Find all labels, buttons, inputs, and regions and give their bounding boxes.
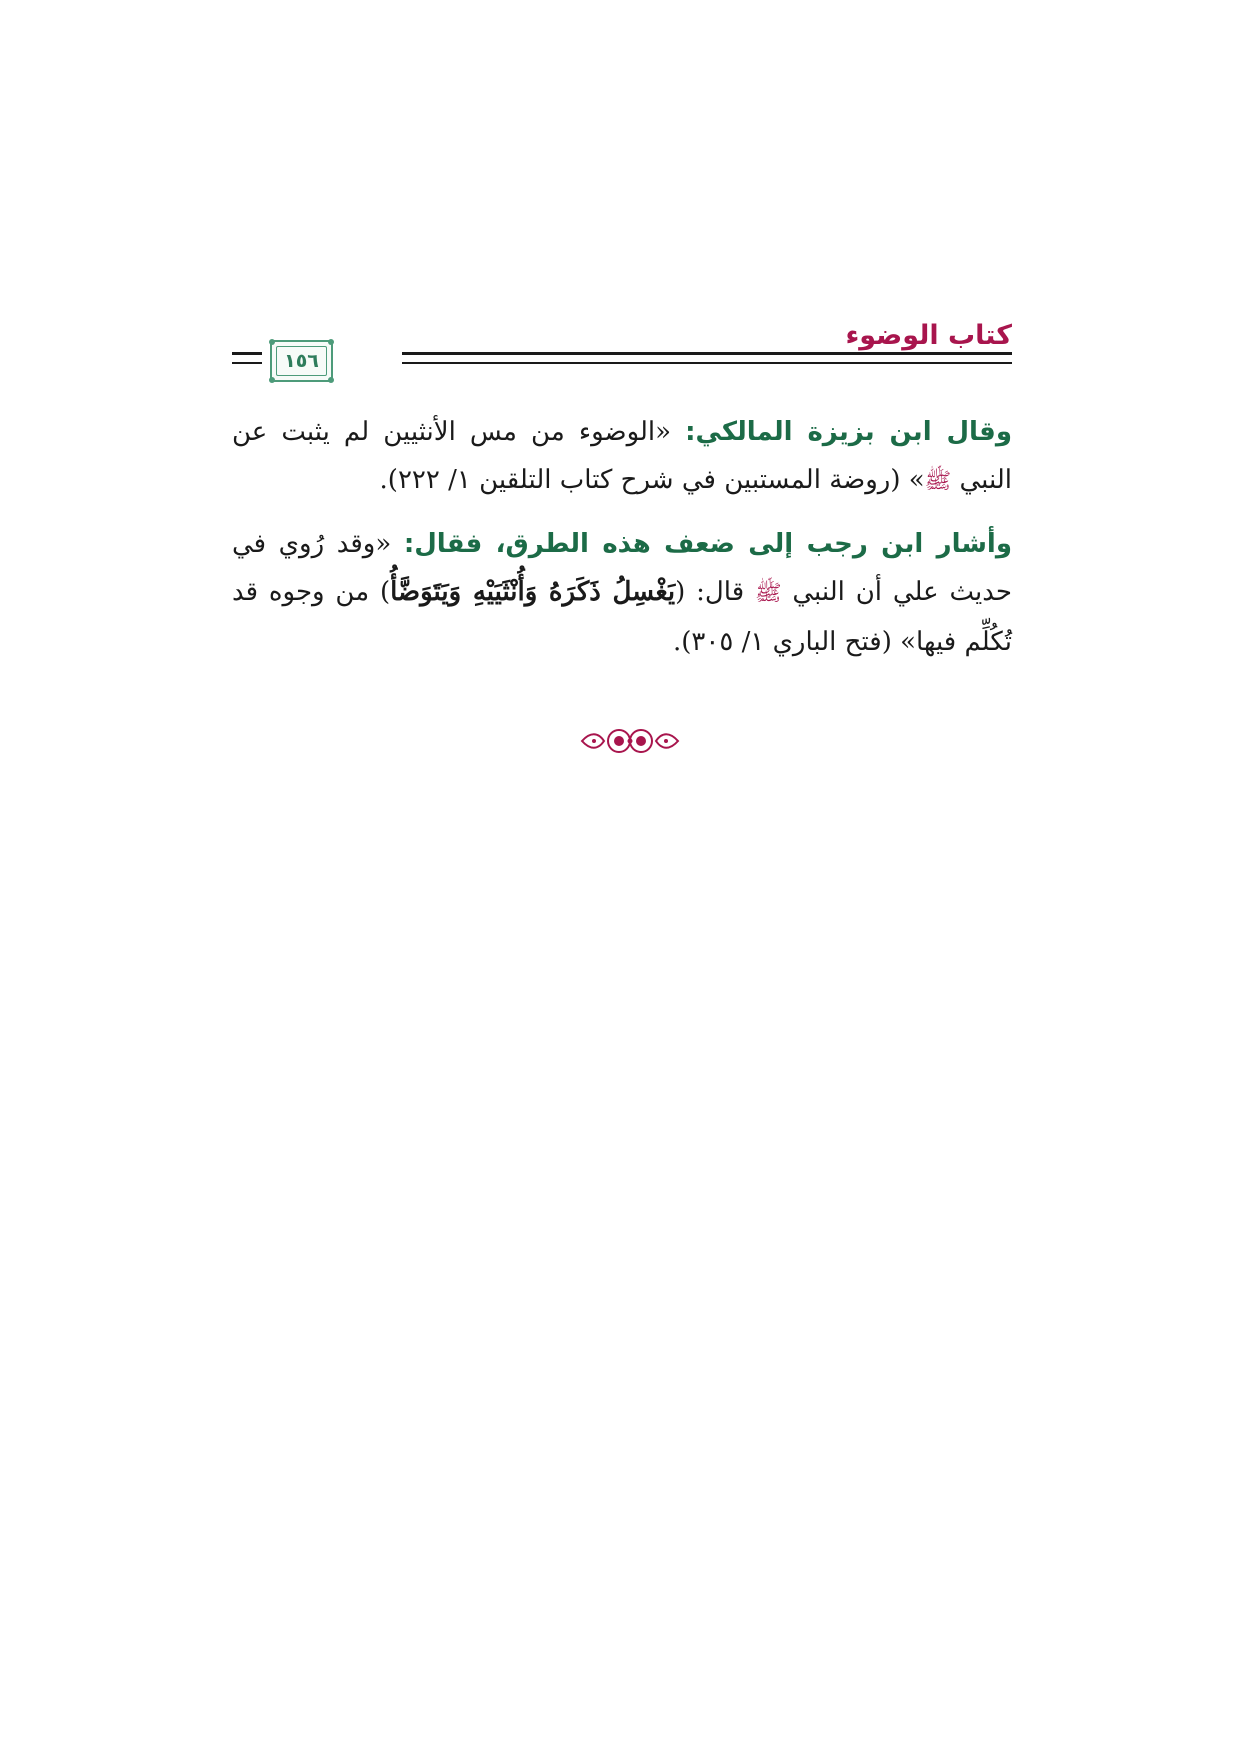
quote-text: «وقد رُوي في حديث علي أن النبي [232,529,1012,607]
salat-ligature: ﷺ [924,469,952,494]
header-rule-top [402,352,1012,355]
page-number: ١٥٦ [284,349,319,372]
quote-text: «الوضوء من مس الأنثيين لم يثبت عن النبي [232,417,1012,495]
salat-ligature: ﷺ [754,581,782,606]
hadith-text: يَغْسِلُ ذَكَرَهُ وَأُنْثَيَيْهِ وَيَتَوَضَّأُ [390,577,676,607]
quote-text-mid: قال: ( [675,577,755,607]
header-rule-left-top [232,352,262,355]
page-body [232,408,1012,680]
ornamental-frame-icon [270,340,333,382]
speaker-label: وقال ابن بزيزة المالكي: [685,417,1012,447]
reference-text: » (روضة المستبين في شرح كتاب التلقين ١/ ٢٢٢). [379,465,925,495]
paragraph-1 [232,408,1012,506]
speaker-label: وأشار ابن رجب إلى ضعف هذه الطرق، فقال: [403,529,1012,559]
page-header [232,318,1012,388]
header-rule-bottom [402,362,1012,364]
floral-divider-icon [580,724,680,758]
reference-text: ) من وجوه قد تُكُلِّم فيها» (فتح الباري ١/ ٣٠٥). [232,577,1012,657]
paragraph-2 [232,520,1012,666]
header-rule-left-bottom [232,362,262,364]
book-title: كتاب الوضوء [845,320,1012,351]
